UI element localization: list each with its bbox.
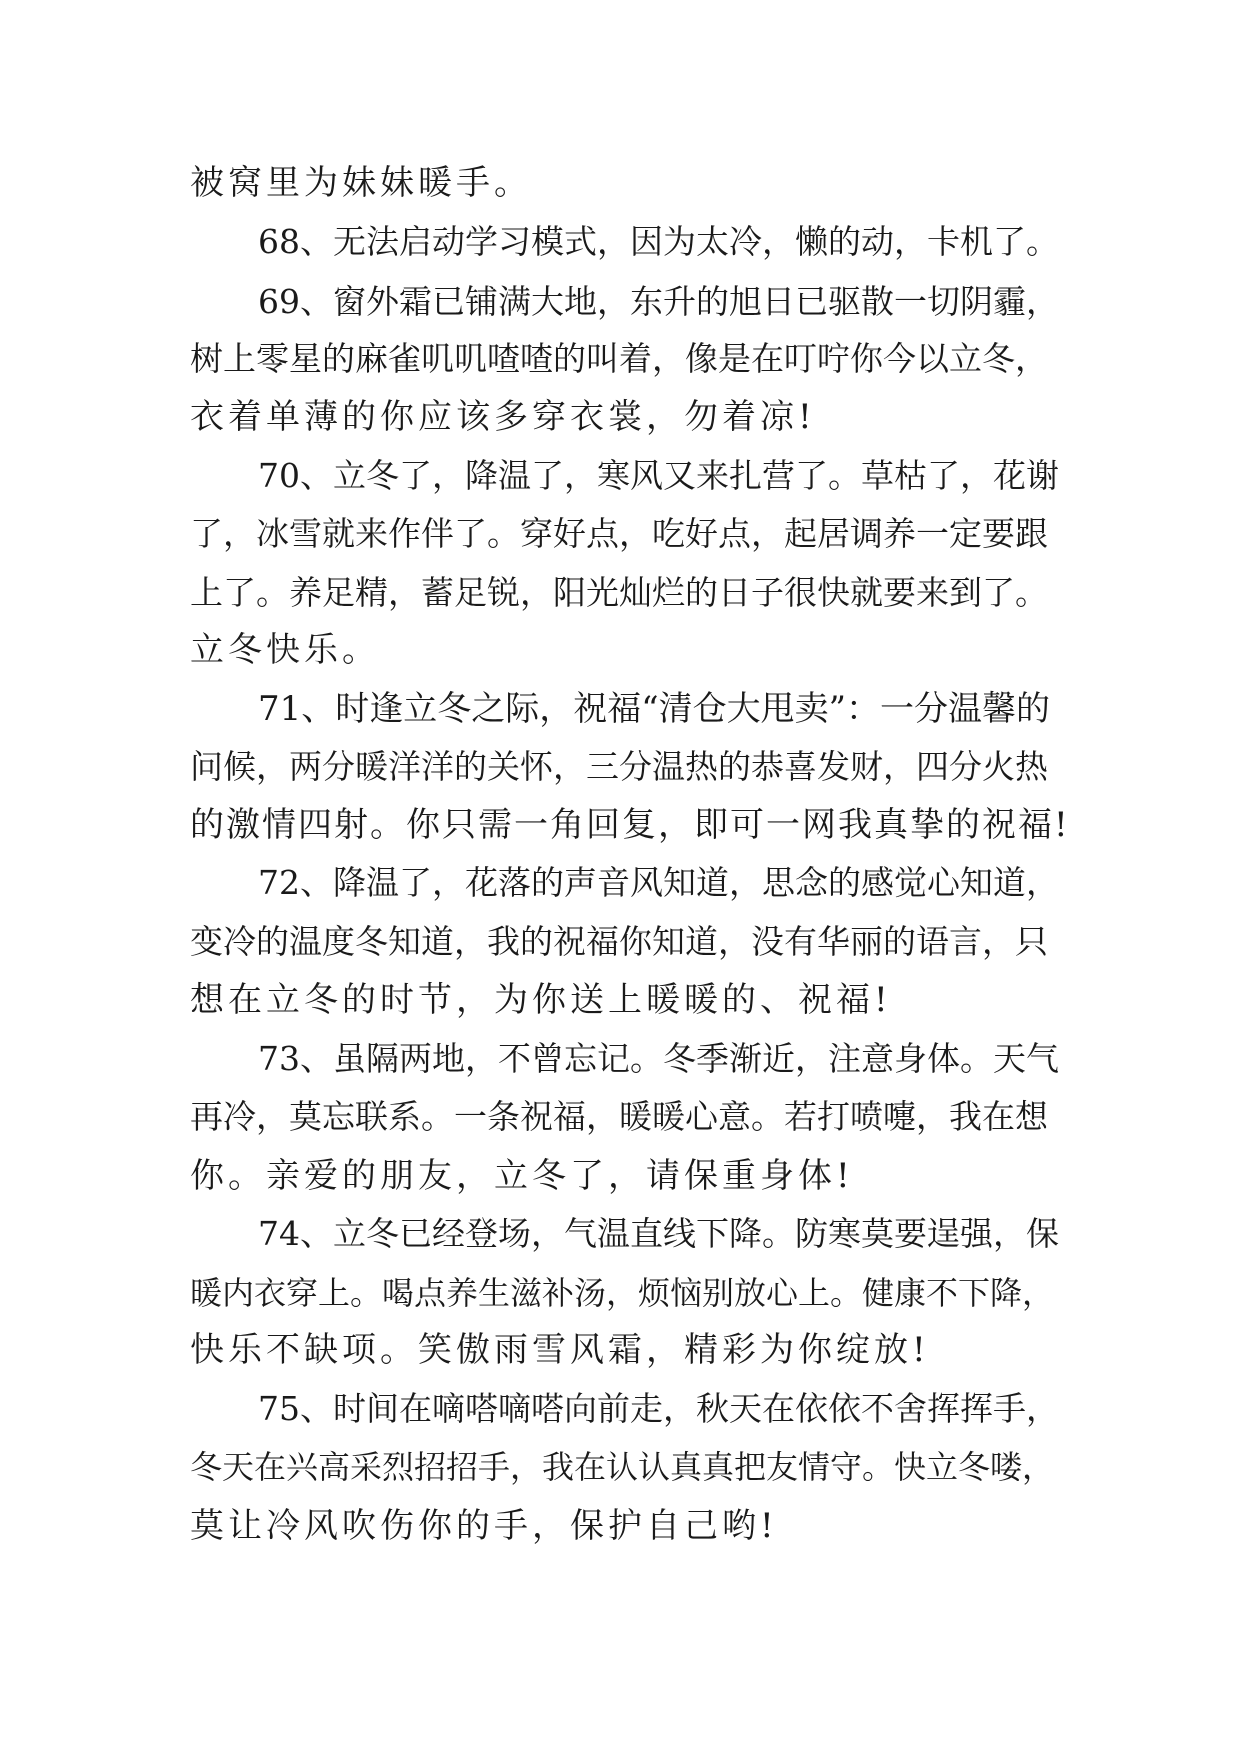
text-line: 68、无法启动学习模式，因为太冷，懒的动，卡机了。: [258, 222, 1059, 261]
text-line: 被窝里为妹妹暖手。: [190, 163, 532, 203]
text-line: 73、虽隔两地，不曾忘记。冬季渐近，注意身体。天气: [258, 1039, 1059, 1078]
text-line: 69、窗外霜已铺满大地，东升的旭日已驱散一切阴霾，: [258, 282, 1059, 321]
text-line: 71、时逢立冬之际，祝福“清仓大甩卖”：一分温馨的: [258, 689, 1051, 729]
text-line: 想在立冬的时节，为你送上暖暖的、祝福!: [190, 980, 892, 1020]
text-line: 再冷，莫忘联系。一条祝福，暖暖心意。若打喷嚏，我在想: [190, 1097, 1048, 1136]
text-line: 快乐不缺项。笑傲雨雪风霜，精彩为你绽放!: [190, 1330, 930, 1370]
text-line: 72、降温了，花落的声音风知道，思念的感觉心知道，: [258, 863, 1059, 902]
text-line: 75、时间在嘀嗒嘀嗒向前走，秋天在依依不舍挥挥手，: [258, 1389, 1059, 1428]
text-line: 冬天在兴高采烈招招手，我在认认真真把友情守。快立冬喽，: [190, 1448, 1055, 1486]
text-line: 70、立冬了，降温了，寒风又来扎营了。草枯了，花谢: [258, 456, 1059, 495]
text-line: 变冷的温度冬知道，我的祝福你知道，没有华丽的语言，只: [190, 922, 1048, 961]
text-line: 莫让冷风吹伤你的手，保护自己哟!: [190, 1506, 778, 1546]
text-line: 你。亲爱的朋友，立冬了，请保重身体!: [190, 1156, 854, 1196]
text-line: 的激情四射。你只需一角回复，即可一网我真挚的祝福!: [190, 805, 1070, 845]
text-line: 了，冰雪就来作伴了。穿好点，吃好点，起居调养一定要跟: [190, 514, 1048, 553]
text-line: 74、立冬已经登场，气温直线下降。防寒莫要逞强，保: [258, 1214, 1059, 1253]
text-line: 衣着单薄的你应该多穿衣裳，勿着凉!: [190, 397, 816, 437]
text-line: 立冬快乐。: [190, 630, 380, 670]
text-line: 问候，两分暖洋洋的关怀，三分温热的恭喜发财，四分火热: [190, 747, 1048, 786]
text-line: 树上零星的麻雀叽叽喳喳的叫着，像是在叮咛你今以立冬，: [190, 339, 1048, 378]
text-line: 上了。养足精，蓄足锐，阳光灿烂的日子很快就要来到了。: [190, 573, 1048, 612]
text-line: 暖内衣穿上。喝点养生滋补汤，烦恼别放心上。健康不下降，: [190, 1274, 1055, 1312]
